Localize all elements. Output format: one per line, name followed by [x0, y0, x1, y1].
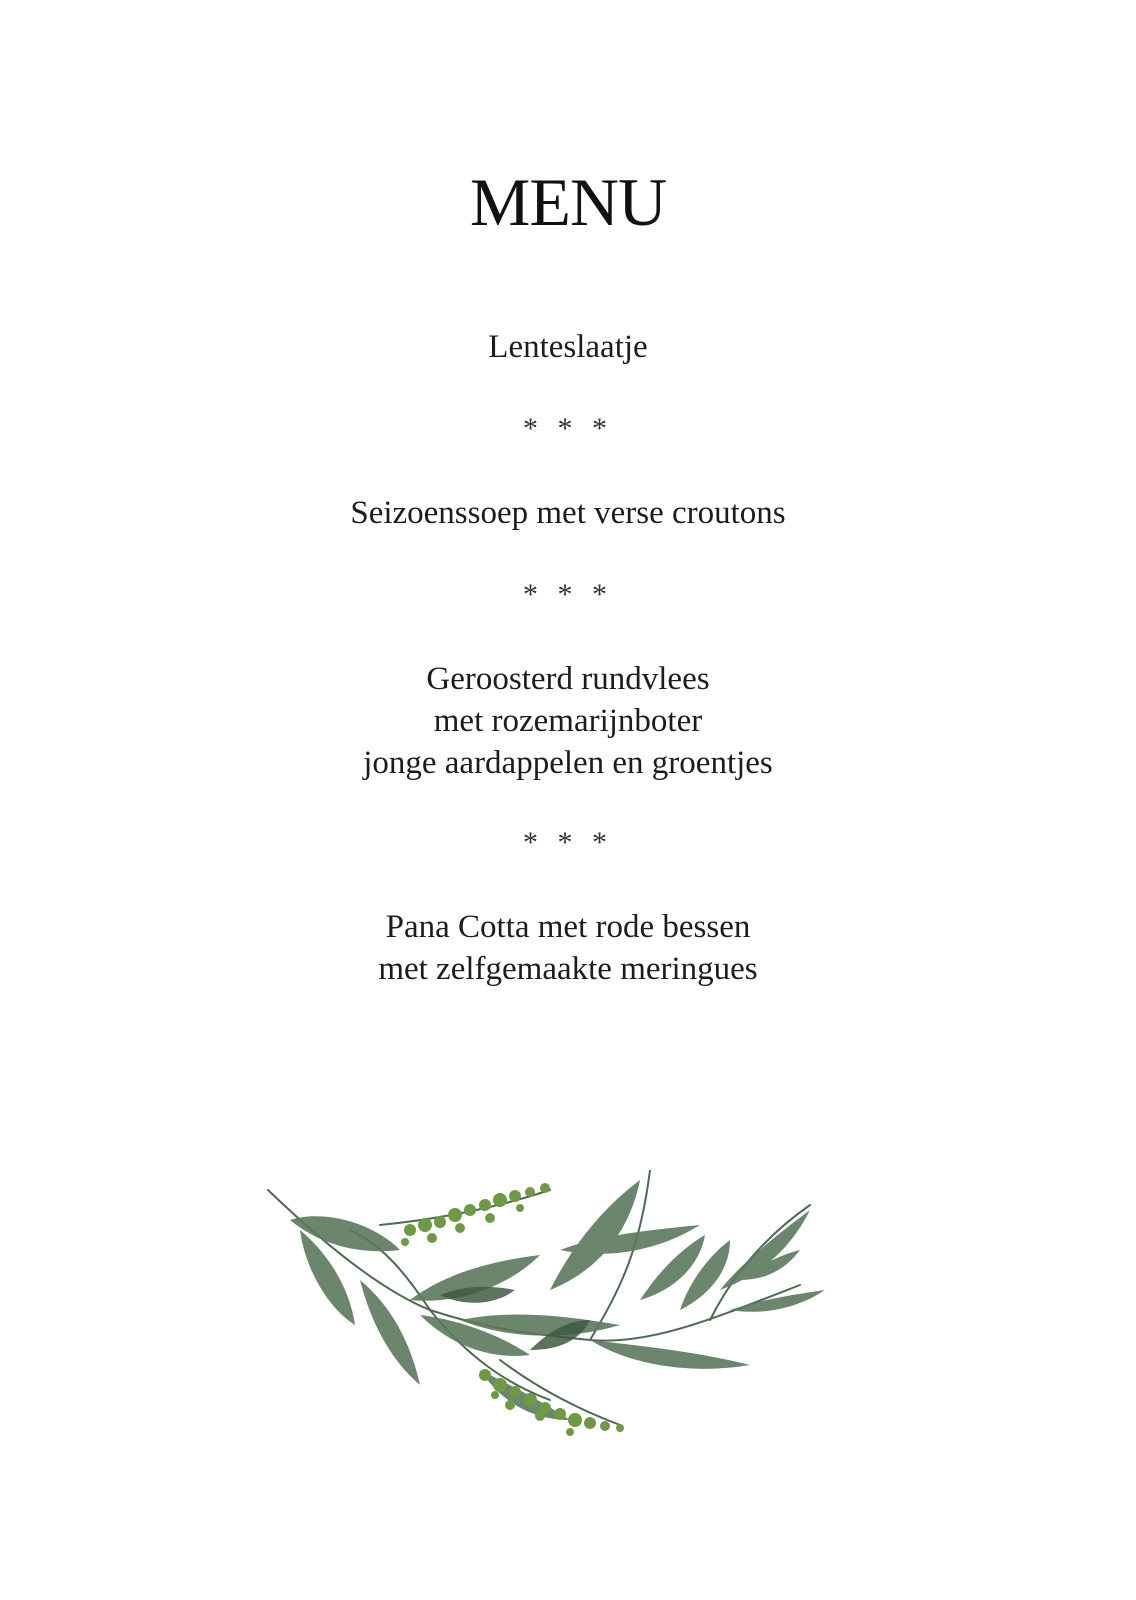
- course-main: [0, 658, 1136, 784]
- course-line: Seizoenssoep met verse croutons: [350, 495, 786, 531]
- course-line: met rozemarijnboter: [433, 703, 703, 739]
- course-line: met zelfgemaakte meringues: [378, 951, 758, 987]
- course-line: Geroosterd rundvlees: [426, 661, 710, 697]
- course-separator: * * *: [523, 412, 613, 445]
- course-line: Lenteslaatje: [488, 329, 648, 365]
- course-separator: * * *: [523, 578, 613, 611]
- course-line: Pana Cotta met rode bessen: [385, 909, 751, 945]
- menu-title: MENU: [469, 164, 667, 240]
- eucalyptus-sprig-icon: [260, 1170, 840, 1470]
- course-starter: [0, 326, 1136, 368]
- course-separator: * * *: [523, 826, 613, 859]
- course-line: jonge aardappelen en groentjes: [363, 745, 773, 781]
- course-dessert: [0, 906, 1136, 990]
- course-soup: [0, 492, 1136, 534]
